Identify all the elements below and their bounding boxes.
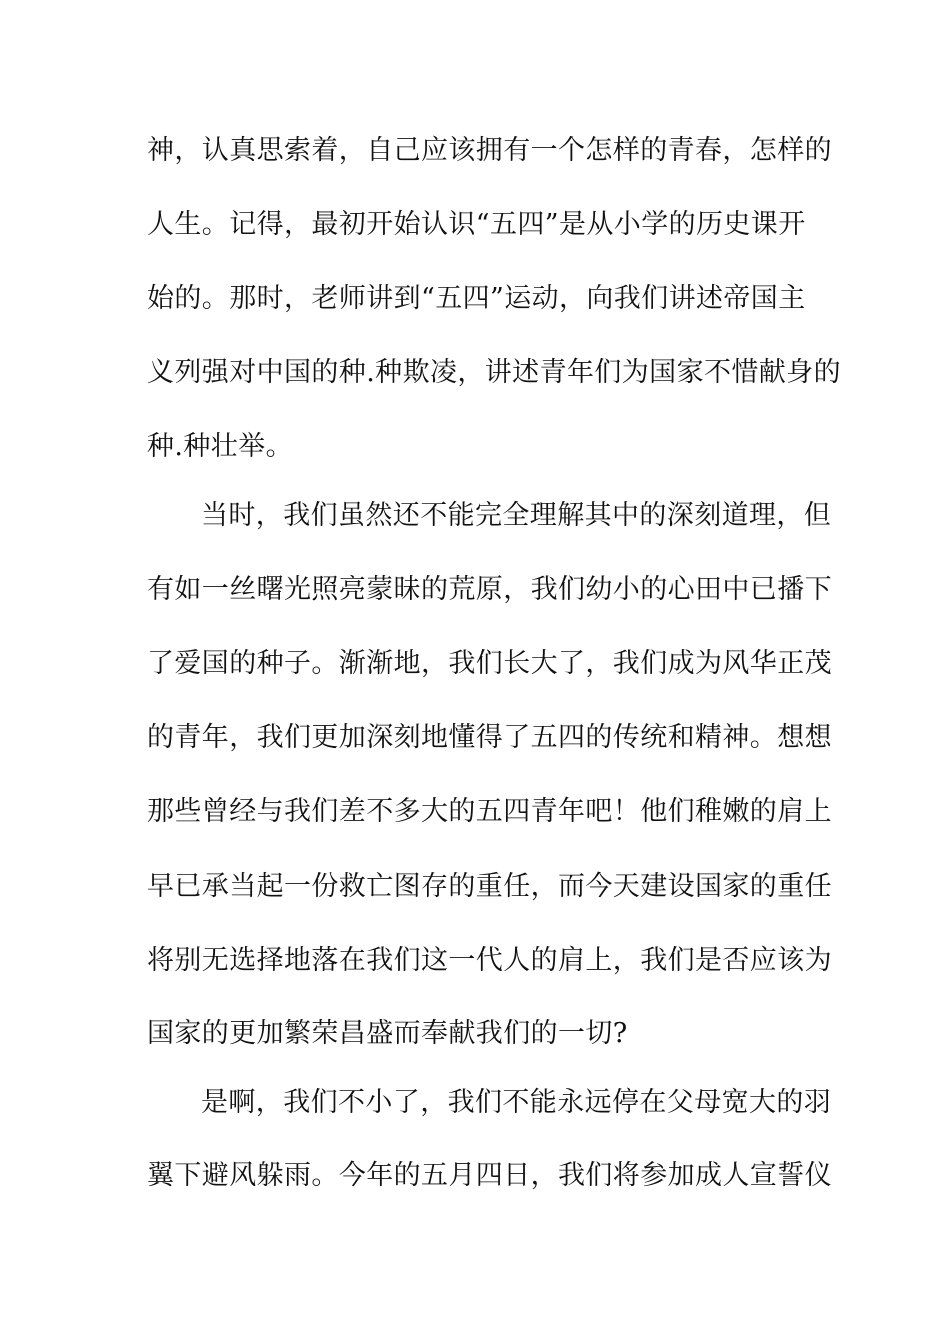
text-line: 那些曾经与我们差不多大的五四青年吧！他们稚嫩的肩上 [147,796,832,827]
text-line: 始的。那时，老师讲到“五四”运动，向我们讲述帝国主 [147,283,806,314]
text-line: 种.种壮举。 [147,431,293,462]
text-line: 了爱国的种子。渐渐地，我们长大了，我们成为风华正茂 [147,648,832,679]
text-line: 义列强对中国的种.种欺凌，讲述青年们为国家不惜献身的 [147,357,841,388]
paragraph-first-line: 当时，我们虽然还不能完全理解其中的深刻道理，但 [201,500,832,531]
text-line: 有如一丝曙光照亮蒙昧的荒原，我们幼小的心田中已播下 [147,574,832,605]
text-line: 将别无选择地落在我们这一代人的肩上，我们是否应该为 [147,945,832,976]
text-line: 人生。记得，最初开始认识“五四”是从小学的历史课开 [147,209,806,240]
text-line: 的青年，我们更加深刻地懂得了五四的传统和精神。想想 [147,722,832,753]
text-line: 翼下避风躲雨。今年的五月四日，我们将参加成人宣誓仪 [147,1160,832,1191]
paragraph-first-line: 是啊，我们不小了，我们不能永远停在父母宽大的羽 [201,1087,832,1118]
text-line: 神，认真思索着，自己应该拥有一个怎样的青春，怎样的 [147,135,832,166]
text-line: 早已承当起一份救亡图存的重任，而今天建设国家的重任 [147,871,832,902]
text-line: 国家的更加繁荣昌盛而奉献我们的一切? [147,1018,628,1049]
